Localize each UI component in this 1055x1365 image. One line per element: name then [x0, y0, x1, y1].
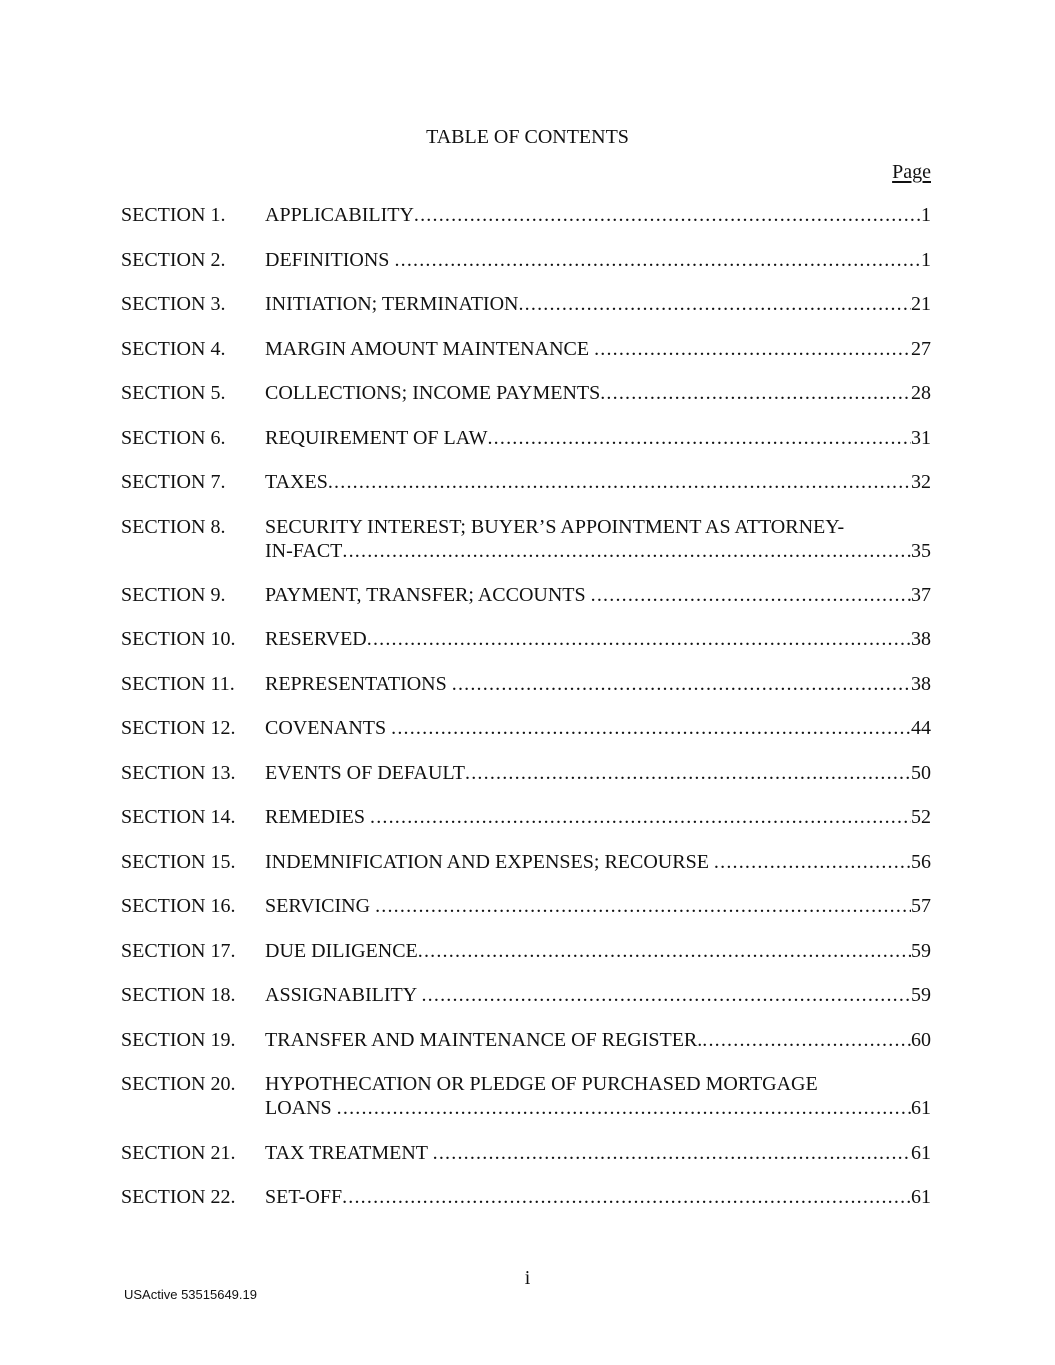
- toc-entry: [121, 1141, 931, 1165]
- section-page-number: 50: [911, 762, 931, 784]
- section-entry-body: [265, 716, 931, 740]
- section-entry-body: [265, 292, 931, 316]
- section-title: COLLECTIONS; INCOME PAYMENTS: [265, 382, 601, 404]
- toc-leader-line: [265, 292, 931, 316]
- section-page-number: 61: [911, 1186, 931, 1208]
- section-entry-body: [265, 583, 931, 607]
- dot-leader: [370, 805, 911, 829]
- section-number: SECTION 12.: [121, 717, 236, 739]
- section-title: IN-FACT: [265, 540, 343, 562]
- dot-leader: [337, 1096, 911, 1120]
- dot-leader: [487, 426, 911, 450]
- toc-entry: [121, 850, 931, 874]
- section-page-number: 61: [911, 1142, 931, 1164]
- page-number: i: [524, 1267, 531, 1289]
- section-title: SERVICING: [265, 895, 376, 917]
- section-number: SECTION 6.: [121, 427, 226, 449]
- section-number: SECTION 20.: [121, 1073, 236, 1095]
- section-title: PAYMENT, TRANSFER; ACCOUNTS: [265, 584, 591, 606]
- toc-leader-line: [265, 470, 931, 494]
- dot-leader: [342, 1185, 911, 1209]
- section-title-line1: SECURITY INTEREST; BUYER’S APPOINTMENT AS ATTORNEY-: [265, 516, 845, 538]
- section-page-number: 21: [911, 293, 931, 315]
- section-number: SECTION 17.: [121, 940, 236, 962]
- toc-entry: [121, 470, 931, 494]
- section-page-number: 38: [911, 673, 931, 695]
- toc-entry: [121, 292, 931, 316]
- section-title-line1: HYPOTHECATION OR PLEDGE OF PURCHASED MORTGAGE: [265, 1073, 818, 1095]
- section-title: ASSIGNABILITY: [265, 984, 422, 1006]
- section-entry-body: [265, 850, 931, 874]
- section-title: REMEDIES: [265, 806, 370, 828]
- section-title: MARGIN AMOUNT MAINTENANCE: [265, 338, 595, 360]
- dot-leader: [342, 539, 911, 563]
- section-page-number: 52: [911, 806, 931, 828]
- toc-entry: [121, 381, 931, 405]
- section-number: SECTION 13.: [121, 762, 236, 784]
- section-number: SECTION 1.: [121, 204, 226, 226]
- section-page-number: 32: [911, 471, 931, 493]
- toc-leader-line: [265, 337, 931, 361]
- section-number: SECTION 4.: [121, 338, 226, 360]
- section-entry-body: [265, 381, 931, 405]
- section-number: SECTION 22.: [121, 1186, 236, 1208]
- toc-leader-line: [265, 939, 931, 963]
- section-title: TRANSFER AND MAINTENANCE OF REGISTER.: [265, 1029, 703, 1051]
- section-number: SECTION 11.: [121, 673, 235, 695]
- dot-leader: [518, 292, 911, 316]
- dot-leader: [591, 583, 911, 607]
- section-entry-body: [265, 1185, 931, 1209]
- document-id: USActive 53515649.19: [124, 1287, 257, 1302]
- toc-entry: [121, 337, 931, 361]
- dot-leader: [418, 939, 911, 963]
- toc-entry: [121, 939, 931, 963]
- toc-entry: [121, 1028, 931, 1052]
- toc-entry: [121, 627, 931, 651]
- section-entry-body: [265, 1028, 931, 1052]
- page-column-label: Page: [892, 161, 931, 183]
- section-title: COVENANTS: [265, 717, 392, 739]
- toc-entry: [121, 761, 931, 785]
- section-entry-body: [265, 939, 931, 963]
- section-page-number: 28: [911, 382, 931, 404]
- section-entry-body: [265, 248, 931, 272]
- dot-leader: [394, 248, 921, 272]
- page-title: TABLE OF CONTENTS: [426, 126, 629, 148]
- section-number: SECTION 14.: [121, 806, 236, 828]
- section-entry-body: [265, 761, 931, 785]
- toc-entry: [121, 248, 931, 272]
- section-entry-body: [265, 983, 931, 1007]
- toc-leader-line: [265, 761, 931, 785]
- section-title: DEFINITIONS: [265, 249, 395, 271]
- section-page-number: 27: [911, 338, 931, 360]
- section-page-number: 31: [911, 427, 931, 449]
- toc-entry: [121, 426, 931, 450]
- section-number: SECTION 21.: [121, 1142, 236, 1164]
- toc-leader-line: [265, 1141, 931, 1165]
- dot-leader: [414, 203, 921, 227]
- section-page-number: 1: [921, 204, 931, 226]
- dot-leader: [433, 1141, 911, 1165]
- toc-leader-line: [265, 381, 931, 405]
- section-entry-body: [265, 1141, 931, 1165]
- toc-entry: [121, 672, 931, 696]
- dot-leader: [594, 337, 911, 361]
- dot-leader: [375, 894, 911, 918]
- toc-leader-line: [265, 1028, 931, 1052]
- toc-entry: [121, 583, 931, 607]
- section-entry-body: [265, 627, 931, 651]
- section-number: SECTION 7.: [121, 471, 226, 493]
- toc-leader-line: [265, 426, 931, 450]
- toc-leader-line: [265, 805, 931, 829]
- section-page-number: 59: [911, 940, 931, 962]
- section-number: SECTION 9.: [121, 584, 226, 606]
- toc-leader-line: [265, 583, 931, 607]
- section-title: SET-OFF: [265, 1186, 343, 1208]
- toc-leader-line: [265, 672, 931, 696]
- section-title: LOANS: [265, 1097, 337, 1119]
- section-number: SECTION 5.: [121, 382, 226, 404]
- dot-leader: [452, 672, 911, 696]
- toc-leader-line: [265, 539, 931, 563]
- section-title: TAXES: [265, 471, 328, 493]
- section-number: SECTION 10.: [121, 628, 236, 650]
- section-title: TAX TREATMENT: [265, 1142, 433, 1164]
- dot-leader: [702, 1028, 911, 1052]
- toc-leader-line: [265, 850, 931, 874]
- section-entry-body: [265, 426, 931, 450]
- toc-leader-line: [265, 248, 931, 272]
- section-page-number: 59: [911, 984, 931, 1006]
- toc-leader-line: [265, 983, 931, 1007]
- section-entry-body: [265, 672, 931, 696]
- section-entry-body: [265, 1072, 931, 1120]
- toc-leader-line: [265, 1185, 931, 1209]
- section-page-number: 56: [911, 851, 931, 873]
- dot-leader: [421, 983, 911, 1007]
- section-title: INITIATION; TERMINATION: [265, 293, 519, 315]
- toc-entry: [121, 805, 931, 829]
- section-entry-body: [265, 203, 931, 227]
- section-entry-body: [265, 470, 931, 494]
- toc-leader-line: [265, 716, 931, 740]
- dot-leader: [714, 850, 911, 874]
- section-page-number: 57: [911, 895, 931, 917]
- toc-entry: [121, 983, 931, 1007]
- toc-leader-line: [265, 203, 931, 227]
- section-page-number: 61: [911, 1097, 931, 1119]
- toc-entry: [121, 1185, 931, 1209]
- toc-leader-line: [265, 894, 931, 918]
- toc-entry: [121, 894, 931, 918]
- section-title: DUE DILIGENCE: [265, 940, 418, 962]
- toc-entry: [121, 203, 931, 227]
- section-number: SECTION 15.: [121, 851, 236, 873]
- section-number: SECTION 2.: [121, 249, 226, 271]
- section-title: REPRESENTATIONS: [265, 673, 452, 695]
- section-page-number: 1: [921, 249, 931, 271]
- dot-leader: [600, 381, 911, 405]
- section-number: SECTION 19.: [121, 1029, 236, 1051]
- dot-leader: [391, 716, 911, 740]
- section-page-number: 60: [911, 1029, 931, 1051]
- section-entry-body: [265, 894, 931, 918]
- section-entry-body: [265, 805, 931, 829]
- section-entry-body: [265, 515, 931, 563]
- toc-entry: [121, 1072, 931, 1120]
- section-page-number: 44: [911, 717, 931, 739]
- section-number: SECTION 18.: [121, 984, 236, 1006]
- section-title: REQUIREMENT OF LAW: [265, 427, 488, 449]
- dot-leader: [367, 627, 911, 651]
- section-entry-body: [265, 337, 931, 361]
- toc-entry: [121, 716, 931, 740]
- toc-entry: [121, 515, 931, 563]
- section-page-number: 35: [911, 540, 931, 562]
- section-title: APPLICABILITY: [265, 204, 414, 226]
- dot-leader: [328, 470, 911, 494]
- dot-leader: [465, 761, 911, 785]
- section-title: EVENTS OF DEFAULT: [265, 762, 466, 784]
- section-title: INDEMNIFICATION AND EXPENSES; RECOURSE: [265, 851, 714, 873]
- section-page-number: 37: [911, 584, 931, 606]
- toc-leader-line: [265, 1096, 931, 1120]
- section-number: SECTION 16.: [121, 895, 236, 917]
- section-number: SECTION 8.: [121, 516, 226, 538]
- section-title: RESERVED: [265, 628, 367, 650]
- section-page-number: 38: [911, 628, 931, 650]
- toc-leader-line: [265, 627, 931, 651]
- section-number: SECTION 3.: [121, 293, 226, 315]
